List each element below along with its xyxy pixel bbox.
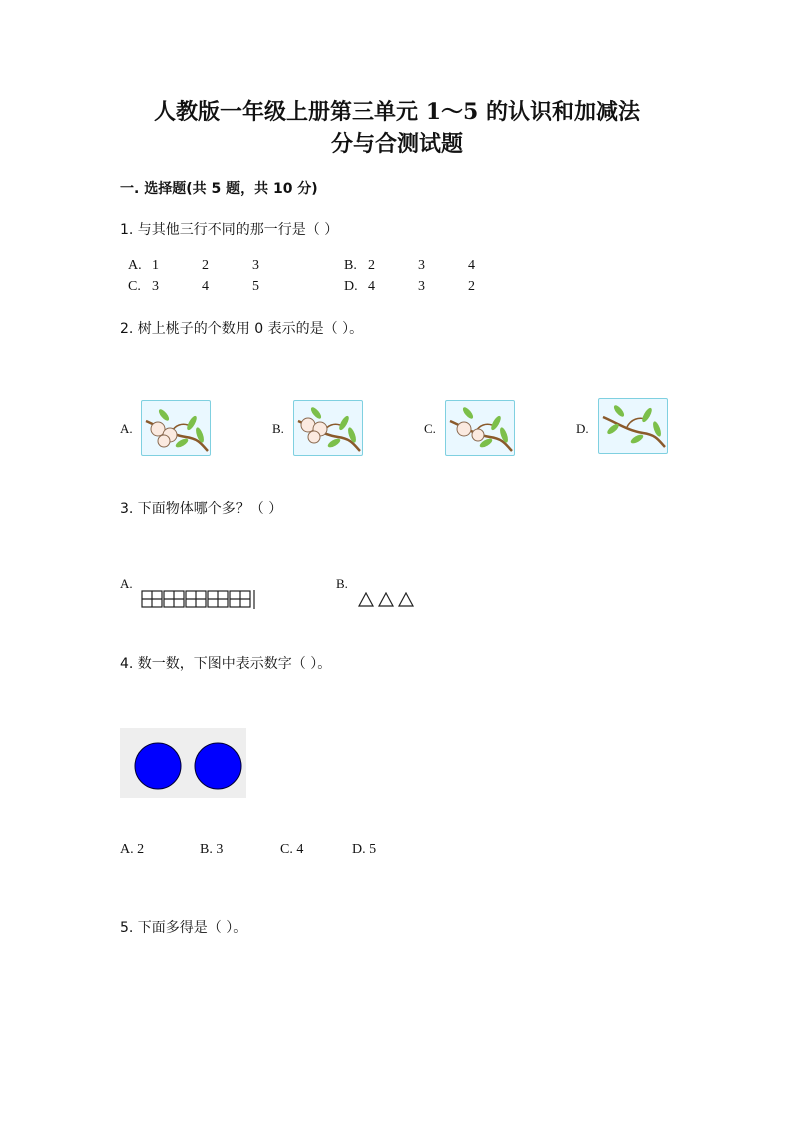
q1-option-a[interactable] [128,258,259,274]
q1-option-d[interactable] [344,279,475,295]
page-title: 人教版一年级上册第三单元 1～5 的认识和加减法 [154,99,640,125]
q2-option-c-label: C. [424,421,436,436]
q1-d-val-2: 3 [418,279,425,294]
question-3-stem: 3. 下面物体哪个多？（ ） [120,501,283,517]
q1-a-val-3: 3 [252,258,259,273]
q1-b-val-2: 3 [418,258,425,273]
q1-b-val-3: 4 [468,258,475,273]
q1-d-val-3: 2 [468,279,475,294]
q4-option-b-value: 3 [216,842,224,857]
q1-b-val-1: 2 [368,258,375,273]
boxes-icon [141,588,261,610]
q1-c-val-2: 4 [202,279,209,294]
q3-option-a-image[interactable] [141,588,261,610]
q4-option-b[interactable] [200,842,280,858]
q4-option-c[interactable] [280,842,352,858]
q1-option-c-label: C. [128,279,141,294]
q4-option-b-label: B. [200,842,213,857]
blue-circle [135,743,181,789]
q1-option-b-label: B. [344,258,357,273]
q2-option-d-label: D. [576,421,589,436]
q2-option-d-image[interactable] [598,398,668,454]
q1-option-c[interactable] [128,279,259,295]
q2-option-b-label: B. [272,421,284,436]
q4-dots-figure [120,728,246,798]
q2-option-a-image[interactable] [141,400,211,456]
q4-options [120,842,376,858]
q1-c-val-1: 3 [152,279,159,294]
question-4-stem: 4. 数一数，下图中表示数字（ ）。 [120,656,332,672]
q3-option-a-label: A. [120,576,133,591]
q4-option-d-label: D. [352,842,366,857]
q4-option-d-value: 5 [369,842,377,857]
q3-option-b-label: B. [336,576,348,591]
peach-branch-icon [142,401,210,455]
q4-option-d[interactable] [352,842,376,858]
peach-branch-icon [294,401,362,455]
q1-option-d-label: D. [344,279,358,294]
question-2-stem: 2. 树上桃子的个数用 0 表示的是（ ）。 [120,321,364,337]
q1-option-b[interactable] [344,258,475,274]
q1-a-val-2: 2 [202,258,209,273]
bare-branch-icon [599,399,667,453]
question-5-stem: 5. 下面多得是（ ）。 [120,920,248,936]
q1-a-val-1: 1 [152,258,159,273]
question-1-stem: 1. 与其他三行不同的那一行是（ ） [120,222,339,238]
page-subtitle: 分与合测试题 [330,131,463,157]
q4-option-a-value: 2 [137,842,145,857]
blue-circle [195,743,241,789]
q2-option-a-label: A. [120,421,133,436]
circles-figure [120,728,246,798]
q4-option-c-label: C. [280,842,293,857]
section-heading: 一. 选择题(共 5 题，共 10 分) [120,181,318,197]
q3-option-b-image[interactable] [358,592,418,608]
peach-branch-icon [446,401,514,455]
q4-option-a[interactable] [120,842,200,858]
q1-c-val-3: 5 [252,279,259,294]
q2-option-c-image[interactable] [445,400,515,456]
triangles-icon [358,592,418,608]
q2-option-b-image[interactable] [293,400,363,456]
q1-d-val-1: 4 [368,279,375,294]
q4-option-c-value: 4 [296,842,304,857]
q4-option-a-label: A. [120,842,134,857]
q1-option-a-label: A. [128,258,142,273]
